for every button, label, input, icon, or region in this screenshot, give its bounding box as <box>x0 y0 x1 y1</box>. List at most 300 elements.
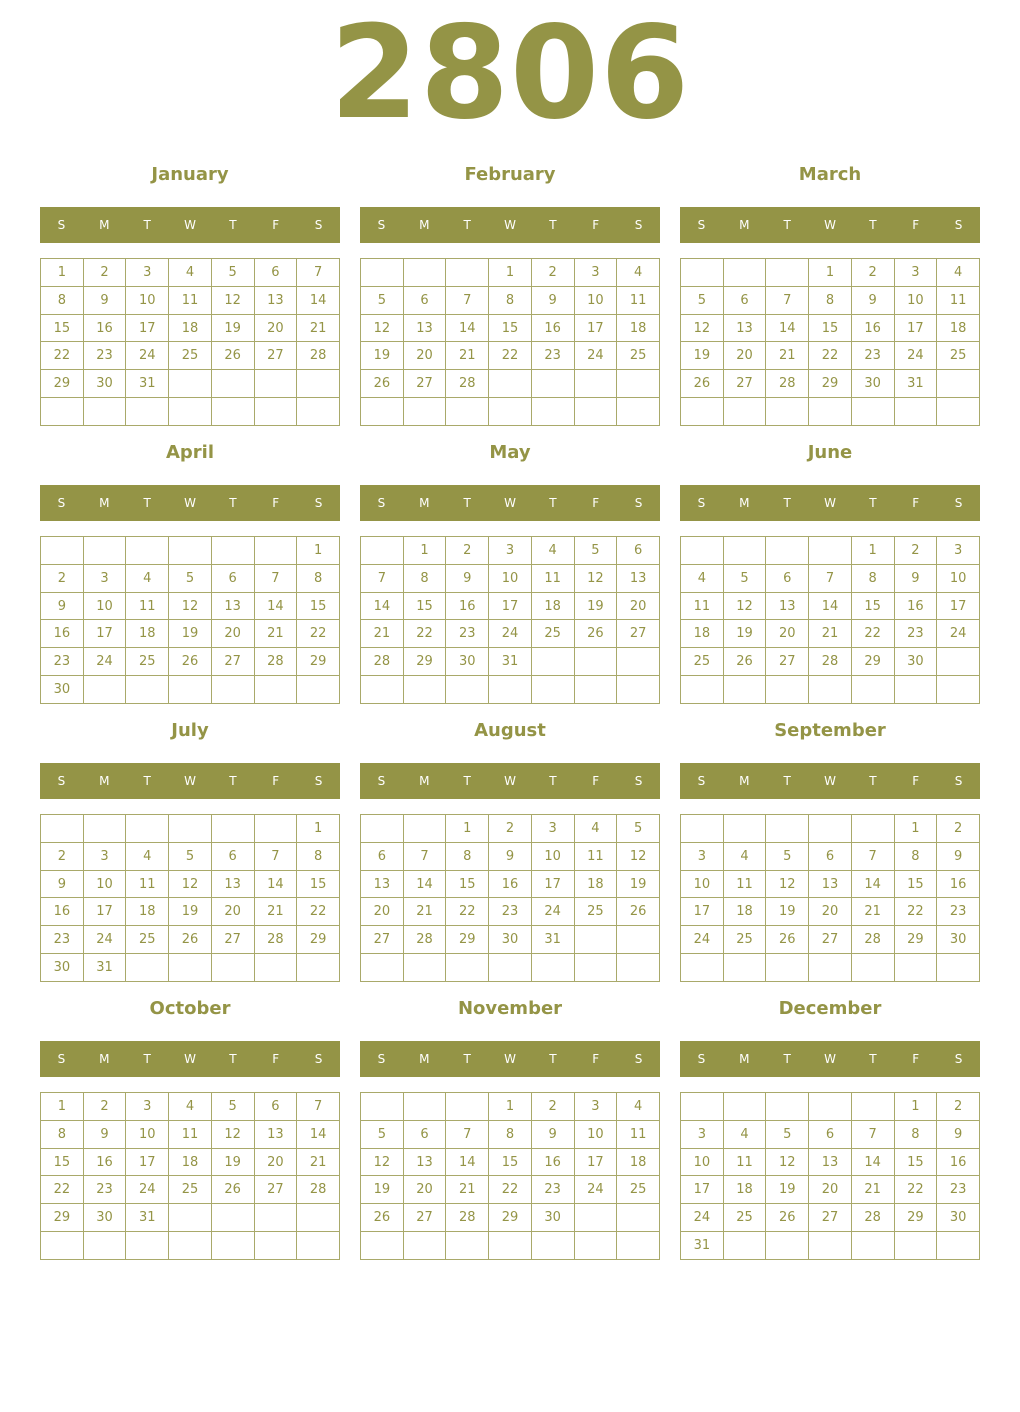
day-cell[interactable]: 14 <box>446 1148 489 1176</box>
day-cell[interactable]: 3 <box>83 842 126 870</box>
day-cell[interactable]: 8 <box>41 1120 84 1148</box>
day-cell[interactable]: 25 <box>169 342 212 370</box>
day-cell[interactable]: 16 <box>531 314 574 342</box>
day-cell[interactable]: 24 <box>83 648 126 676</box>
day-cell[interactable]: 31 <box>126 1204 169 1232</box>
day-cell[interactable]: 2 <box>531 259 574 287</box>
day-cell[interactable]: 3 <box>574 259 617 287</box>
day-cell[interactable]: 24 <box>681 926 724 954</box>
day-cell[interactable]: 18 <box>169 314 212 342</box>
day-cell[interactable]: 13 <box>254 286 297 314</box>
day-cell[interactable]: 22 <box>489 1176 532 1204</box>
day-cell[interactable]: 19 <box>766 1176 809 1204</box>
day-cell[interactable]: 23 <box>531 342 574 370</box>
day-cell[interactable]: 27 <box>723 370 766 398</box>
day-cell[interactable]: 1 <box>894 815 937 843</box>
day-cell[interactable]: 16 <box>446 592 489 620</box>
day-cell[interactable]: 5 <box>617 815 660 843</box>
day-cell[interactable]: 1 <box>297 815 340 843</box>
day-cell[interactable]: 3 <box>574 1093 617 1121</box>
day-cell[interactable]: 7 <box>361 564 404 592</box>
day-cell[interactable]: 25 <box>937 342 980 370</box>
day-cell[interactable]: 4 <box>723 1120 766 1148</box>
day-cell[interactable]: 25 <box>617 342 660 370</box>
day-cell[interactable]: 29 <box>809 370 852 398</box>
day-cell[interactable]: 10 <box>126 1120 169 1148</box>
day-cell[interactable]: 22 <box>446 898 489 926</box>
day-cell[interactable]: 24 <box>489 620 532 648</box>
day-cell[interactable]: 6 <box>254 259 297 287</box>
day-cell[interactable]: 9 <box>41 870 84 898</box>
day-cell[interactable]: 23 <box>446 620 489 648</box>
day-cell[interactable]: 21 <box>809 620 852 648</box>
day-cell[interactable]: 9 <box>894 564 937 592</box>
day-cell[interactable]: 23 <box>937 1176 980 1204</box>
day-cell[interactable]: 3 <box>126 1093 169 1121</box>
day-cell[interactable]: 4 <box>937 259 980 287</box>
day-cell[interactable]: 23 <box>83 342 126 370</box>
day-cell[interactable]: 18 <box>531 592 574 620</box>
day-cell[interactable]: 8 <box>41 286 84 314</box>
day-cell[interactable]: 4 <box>723 842 766 870</box>
day-cell[interactable]: 20 <box>809 1176 852 1204</box>
day-cell[interactable]: 17 <box>681 898 724 926</box>
day-cell[interactable]: 25 <box>169 1176 212 1204</box>
day-cell[interactable]: 25 <box>681 648 724 676</box>
day-cell[interactable]: 7 <box>254 842 297 870</box>
day-cell[interactable]: 14 <box>809 592 852 620</box>
day-cell[interactable]: 4 <box>617 1093 660 1121</box>
day-cell[interactable]: 31 <box>894 370 937 398</box>
day-cell[interactable]: 21 <box>851 898 894 926</box>
day-cell[interactable]: 24 <box>574 1176 617 1204</box>
day-cell[interactable]: 31 <box>681 1232 724 1260</box>
day-cell[interactable]: 30 <box>41 954 84 982</box>
day-cell[interactable]: 18 <box>126 620 169 648</box>
day-cell[interactable]: 5 <box>766 842 809 870</box>
day-cell[interactable]: 16 <box>937 870 980 898</box>
day-cell[interactable]: 30 <box>446 648 489 676</box>
day-cell[interactable]: 6 <box>211 842 254 870</box>
day-cell[interactable]: 16 <box>83 1148 126 1176</box>
day-cell[interactable]: 9 <box>937 842 980 870</box>
day-cell[interactable]: 30 <box>531 1204 574 1232</box>
day-cell[interactable]: 16 <box>894 592 937 620</box>
day-cell[interactable]: 11 <box>681 592 724 620</box>
day-cell[interactable]: 28 <box>297 1176 340 1204</box>
day-cell[interactable]: 2 <box>937 1093 980 1121</box>
day-cell[interactable]: 21 <box>766 342 809 370</box>
day-cell[interactable]: 14 <box>254 592 297 620</box>
day-cell[interactable]: 14 <box>254 870 297 898</box>
day-cell[interactable]: 10 <box>489 564 532 592</box>
day-cell[interactable]: 30 <box>41 676 84 704</box>
day-cell[interactable]: 8 <box>851 564 894 592</box>
day-cell[interactable]: 9 <box>531 1120 574 1148</box>
day-cell[interactable]: 5 <box>361 286 404 314</box>
day-cell[interactable]: 14 <box>446 314 489 342</box>
day-cell[interactable]: 26 <box>361 370 404 398</box>
day-cell[interactable]: 4 <box>681 564 724 592</box>
day-cell[interactable]: 2 <box>83 1093 126 1121</box>
day-cell[interactable]: 21 <box>851 1176 894 1204</box>
day-cell[interactable]: 4 <box>574 815 617 843</box>
day-cell[interactable]: 7 <box>809 564 852 592</box>
day-cell[interactable]: 24 <box>126 342 169 370</box>
day-cell[interactable]: 14 <box>851 1148 894 1176</box>
day-cell[interactable]: 25 <box>574 898 617 926</box>
day-cell[interactable]: 9 <box>851 286 894 314</box>
day-cell[interactable]: 17 <box>937 592 980 620</box>
day-cell[interactable]: 26 <box>574 620 617 648</box>
day-cell[interactable]: 14 <box>403 870 446 898</box>
day-cell[interactable]: 23 <box>41 648 84 676</box>
day-cell[interactable]: 29 <box>446 926 489 954</box>
day-cell[interactable]: 15 <box>297 870 340 898</box>
day-cell[interactable]: 15 <box>41 1148 84 1176</box>
day-cell[interactable]: 31 <box>531 926 574 954</box>
day-cell[interactable]: 6 <box>617 537 660 565</box>
day-cell[interactable]: 20 <box>211 898 254 926</box>
day-cell[interactable]: 4 <box>169 259 212 287</box>
day-cell[interactable]: 11 <box>617 286 660 314</box>
day-cell[interactable]: 19 <box>766 898 809 926</box>
day-cell[interactable]: 19 <box>169 620 212 648</box>
day-cell[interactable]: 17 <box>574 314 617 342</box>
day-cell[interactable]: 29 <box>894 926 937 954</box>
day-cell[interactable]: 21 <box>297 314 340 342</box>
day-cell[interactable]: 11 <box>126 870 169 898</box>
day-cell[interactable]: 13 <box>403 314 446 342</box>
day-cell[interactable]: 16 <box>83 314 126 342</box>
day-cell[interactable]: 14 <box>766 314 809 342</box>
day-cell[interactable]: 22 <box>851 620 894 648</box>
day-cell[interactable]: 15 <box>894 870 937 898</box>
day-cell[interactable]: 9 <box>446 564 489 592</box>
day-cell[interactable]: 26 <box>211 1176 254 1204</box>
day-cell[interactable]: 6 <box>211 564 254 592</box>
day-cell[interactable]: 27 <box>809 926 852 954</box>
day-cell[interactable]: 14 <box>361 592 404 620</box>
day-cell[interactable]: 24 <box>574 342 617 370</box>
day-cell[interactable]: 23 <box>937 898 980 926</box>
day-cell[interactable]: 1 <box>489 259 532 287</box>
day-cell[interactable]: 6 <box>403 286 446 314</box>
day-cell[interactable]: 15 <box>489 314 532 342</box>
day-cell[interactable]: 15 <box>446 870 489 898</box>
day-cell[interactable]: 31 <box>489 648 532 676</box>
day-cell[interactable]: 13 <box>809 870 852 898</box>
day-cell[interactable]: 20 <box>617 592 660 620</box>
day-cell[interactable]: 20 <box>723 342 766 370</box>
day-cell[interactable]: 22 <box>894 1176 937 1204</box>
day-cell[interactable]: 5 <box>723 564 766 592</box>
day-cell[interactable]: 11 <box>617 1120 660 1148</box>
day-cell[interactable]: 1 <box>41 1093 84 1121</box>
day-cell[interactable]: 15 <box>851 592 894 620</box>
day-cell[interactable]: 5 <box>211 1093 254 1121</box>
day-cell[interactable]: 27 <box>617 620 660 648</box>
day-cell[interactable]: 12 <box>169 870 212 898</box>
day-cell[interactable]: 12 <box>361 314 404 342</box>
day-cell[interactable]: 22 <box>894 898 937 926</box>
day-cell[interactable]: 7 <box>403 842 446 870</box>
day-cell[interactable]: 4 <box>617 259 660 287</box>
day-cell[interactable]: 28 <box>361 648 404 676</box>
day-cell[interactable]: 11 <box>169 1120 212 1148</box>
day-cell[interactable]: 29 <box>41 370 84 398</box>
day-cell[interactable]: 5 <box>766 1120 809 1148</box>
day-cell[interactable]: 19 <box>211 1148 254 1176</box>
day-cell[interactable]: 20 <box>254 314 297 342</box>
day-cell[interactable]: 19 <box>211 314 254 342</box>
day-cell[interactable]: 26 <box>723 648 766 676</box>
day-cell[interactable]: 10 <box>574 1120 617 1148</box>
day-cell[interactable]: 9 <box>41 592 84 620</box>
day-cell[interactable]: 27 <box>254 1176 297 1204</box>
day-cell[interactable]: 10 <box>681 870 724 898</box>
day-cell[interactable]: 26 <box>617 898 660 926</box>
day-cell[interactable]: 10 <box>83 870 126 898</box>
day-cell[interactable]: 1 <box>809 259 852 287</box>
day-cell[interactable]: 12 <box>361 1148 404 1176</box>
day-cell[interactable]: 18 <box>723 898 766 926</box>
day-cell[interactable]: 22 <box>41 342 84 370</box>
day-cell[interactable]: 5 <box>211 259 254 287</box>
day-cell[interactable]: 24 <box>681 1204 724 1232</box>
day-cell[interactable]: 23 <box>851 342 894 370</box>
day-cell[interactable]: 17 <box>83 620 126 648</box>
day-cell[interactable]: 8 <box>489 286 532 314</box>
day-cell[interactable]: 12 <box>723 592 766 620</box>
day-cell[interactable]: 8 <box>446 842 489 870</box>
day-cell[interactable]: 29 <box>489 1204 532 1232</box>
day-cell[interactable]: 6 <box>361 842 404 870</box>
day-cell[interactable]: 13 <box>403 1148 446 1176</box>
day-cell[interactable]: 30 <box>937 926 980 954</box>
day-cell[interactable]: 25 <box>126 926 169 954</box>
day-cell[interactable]: 2 <box>531 1093 574 1121</box>
day-cell[interactable]: 3 <box>681 1120 724 1148</box>
day-cell[interactable]: 30 <box>83 1204 126 1232</box>
day-cell[interactable]: 3 <box>681 842 724 870</box>
day-cell[interactable]: 26 <box>766 1204 809 1232</box>
day-cell[interactable]: 28 <box>446 1204 489 1232</box>
day-cell[interactable]: 23 <box>83 1176 126 1204</box>
day-cell[interactable]: 12 <box>169 592 212 620</box>
day-cell[interactable]: 26 <box>766 926 809 954</box>
day-cell[interactable]: 11 <box>937 286 980 314</box>
day-cell[interactable]: 28 <box>851 926 894 954</box>
day-cell[interactable]: 18 <box>617 314 660 342</box>
day-cell[interactable]: 12 <box>211 1120 254 1148</box>
day-cell[interactable]: 26 <box>169 926 212 954</box>
day-cell[interactable]: 18 <box>681 620 724 648</box>
day-cell[interactable]: 27 <box>766 648 809 676</box>
day-cell[interactable]: 11 <box>126 592 169 620</box>
day-cell[interactable]: 21 <box>446 342 489 370</box>
day-cell[interactable]: 10 <box>574 286 617 314</box>
day-cell[interactable]: 10 <box>681 1148 724 1176</box>
day-cell[interactable]: 7 <box>297 1093 340 1121</box>
day-cell[interactable]: 16 <box>41 898 84 926</box>
day-cell[interactable]: 8 <box>297 564 340 592</box>
day-cell[interactable]: 24 <box>531 898 574 926</box>
day-cell[interactable]: 27 <box>809 1204 852 1232</box>
day-cell[interactable]: 30 <box>851 370 894 398</box>
day-cell[interactable]: 23 <box>531 1176 574 1204</box>
day-cell[interactable]: 17 <box>681 1176 724 1204</box>
day-cell[interactable]: 4 <box>126 842 169 870</box>
day-cell[interactable]: 21 <box>254 620 297 648</box>
day-cell[interactable]: 17 <box>489 592 532 620</box>
day-cell[interactable]: 25 <box>723 1204 766 1232</box>
day-cell[interactable]: 19 <box>681 342 724 370</box>
day-cell[interactable]: 1 <box>851 537 894 565</box>
day-cell[interactable]: 8 <box>894 842 937 870</box>
day-cell[interactable]: 21 <box>254 898 297 926</box>
day-cell[interactable]: 21 <box>361 620 404 648</box>
day-cell[interactable]: 21 <box>403 898 446 926</box>
day-cell[interactable]: 17 <box>83 898 126 926</box>
day-cell[interactable]: 14 <box>851 870 894 898</box>
day-cell[interactable]: 7 <box>851 842 894 870</box>
day-cell[interactable]: 27 <box>254 342 297 370</box>
day-cell[interactable]: 7 <box>297 259 340 287</box>
day-cell[interactable]: 28 <box>254 926 297 954</box>
day-cell[interactable]: 1 <box>41 259 84 287</box>
day-cell[interactable]: 2 <box>41 564 84 592</box>
day-cell[interactable]: 3 <box>531 815 574 843</box>
day-cell[interactable]: 29 <box>403 648 446 676</box>
day-cell[interactable]: 21 <box>297 1148 340 1176</box>
day-cell[interactable]: 16 <box>489 870 532 898</box>
day-cell[interactable]: 18 <box>723 1176 766 1204</box>
day-cell[interactable]: 5 <box>361 1120 404 1148</box>
day-cell[interactable]: 7 <box>254 564 297 592</box>
day-cell[interactable]: 17 <box>126 314 169 342</box>
day-cell[interactable]: 22 <box>809 342 852 370</box>
day-cell[interactable]: 6 <box>254 1093 297 1121</box>
day-cell[interactable]: 2 <box>851 259 894 287</box>
day-cell[interactable]: 29 <box>41 1204 84 1232</box>
day-cell[interactable]: 28 <box>446 370 489 398</box>
day-cell[interactable]: 3 <box>83 564 126 592</box>
day-cell[interactable]: 13 <box>723 314 766 342</box>
day-cell[interactable]: 14 <box>297 1120 340 1148</box>
day-cell[interactable]: 20 <box>809 898 852 926</box>
day-cell[interactable]: 9 <box>937 1120 980 1148</box>
day-cell[interactable]: 10 <box>531 842 574 870</box>
day-cell[interactable]: 27 <box>361 926 404 954</box>
day-cell[interactable]: 6 <box>403 1120 446 1148</box>
day-cell[interactable]: 1 <box>894 1093 937 1121</box>
day-cell[interactable]: 7 <box>851 1120 894 1148</box>
day-cell[interactable]: 11 <box>531 564 574 592</box>
day-cell[interactable]: 19 <box>617 870 660 898</box>
day-cell[interactable]: 25 <box>723 926 766 954</box>
day-cell[interactable]: 6 <box>809 1120 852 1148</box>
day-cell[interactable]: 3 <box>937 537 980 565</box>
day-cell[interactable]: 2 <box>489 815 532 843</box>
day-cell[interactable]: 1 <box>446 815 489 843</box>
day-cell[interactable]: 2 <box>894 537 937 565</box>
day-cell[interactable]: 23 <box>41 926 84 954</box>
day-cell[interactable]: 12 <box>766 1148 809 1176</box>
day-cell[interactable]: 14 <box>297 286 340 314</box>
day-cell[interactable]: 30 <box>937 1204 980 1232</box>
day-cell[interactable]: 19 <box>169 898 212 926</box>
day-cell[interactable]: 27 <box>211 648 254 676</box>
day-cell[interactable]: 29 <box>894 1204 937 1232</box>
day-cell[interactable]: 10 <box>894 286 937 314</box>
day-cell[interactable]: 26 <box>211 342 254 370</box>
day-cell[interactable]: 11 <box>723 1148 766 1176</box>
day-cell[interactable]: 11 <box>574 842 617 870</box>
day-cell[interactable]: 13 <box>809 1148 852 1176</box>
day-cell[interactable]: 20 <box>254 1148 297 1176</box>
day-cell[interactable]: 4 <box>126 564 169 592</box>
day-cell[interactable]: 1 <box>297 537 340 565</box>
day-cell[interactable]: 1 <box>403 537 446 565</box>
day-cell[interactable]: 21 <box>446 1176 489 1204</box>
day-cell[interactable]: 29 <box>297 648 340 676</box>
day-cell[interactable]: 24 <box>894 342 937 370</box>
day-cell[interactable]: 5 <box>574 537 617 565</box>
day-cell[interactable]: 8 <box>297 842 340 870</box>
day-cell[interactable]: 24 <box>937 620 980 648</box>
day-cell[interactable]: 15 <box>403 592 446 620</box>
day-cell[interactable]: 9 <box>531 286 574 314</box>
day-cell[interactable]: 24 <box>83 926 126 954</box>
day-cell[interactable]: 17 <box>126 1148 169 1176</box>
day-cell[interactable]: 7 <box>766 286 809 314</box>
day-cell[interactable]: 16 <box>937 1148 980 1176</box>
day-cell[interactable]: 26 <box>169 648 212 676</box>
day-cell[interactable]: 8 <box>489 1120 532 1148</box>
day-cell[interactable]: 7 <box>446 286 489 314</box>
day-cell[interactable]: 2 <box>83 259 126 287</box>
day-cell[interactable]: 25 <box>531 620 574 648</box>
day-cell[interactable]: 12 <box>681 314 724 342</box>
day-cell[interactable]: 29 <box>851 648 894 676</box>
day-cell[interactable]: 26 <box>361 1204 404 1232</box>
day-cell[interactable]: 13 <box>211 870 254 898</box>
day-cell[interactable]: 26 <box>681 370 724 398</box>
day-cell[interactable]: 18 <box>126 898 169 926</box>
day-cell[interactable]: 23 <box>894 620 937 648</box>
day-cell[interactable]: 22 <box>41 1176 84 1204</box>
day-cell[interactable]: 15 <box>809 314 852 342</box>
day-cell[interactable]: 12 <box>211 286 254 314</box>
day-cell[interactable]: 23 <box>489 898 532 926</box>
day-cell[interactable]: 13 <box>254 1120 297 1148</box>
day-cell[interactable]: 17 <box>574 1148 617 1176</box>
day-cell[interactable]: 13 <box>361 870 404 898</box>
day-cell[interactable]: 22 <box>489 342 532 370</box>
day-cell[interactable]: 4 <box>169 1093 212 1121</box>
day-cell[interactable]: 22 <box>297 620 340 648</box>
day-cell[interactable]: 2 <box>446 537 489 565</box>
day-cell[interactable]: 27 <box>403 1204 446 1232</box>
day-cell[interactable]: 28 <box>403 926 446 954</box>
day-cell[interactable]: 7 <box>446 1120 489 1148</box>
day-cell[interactable]: 18 <box>574 870 617 898</box>
day-cell[interactable]: 1 <box>489 1093 532 1121</box>
day-cell[interactable]: 28 <box>766 370 809 398</box>
day-cell[interactable]: 27 <box>211 926 254 954</box>
day-cell[interactable]: 28 <box>254 648 297 676</box>
